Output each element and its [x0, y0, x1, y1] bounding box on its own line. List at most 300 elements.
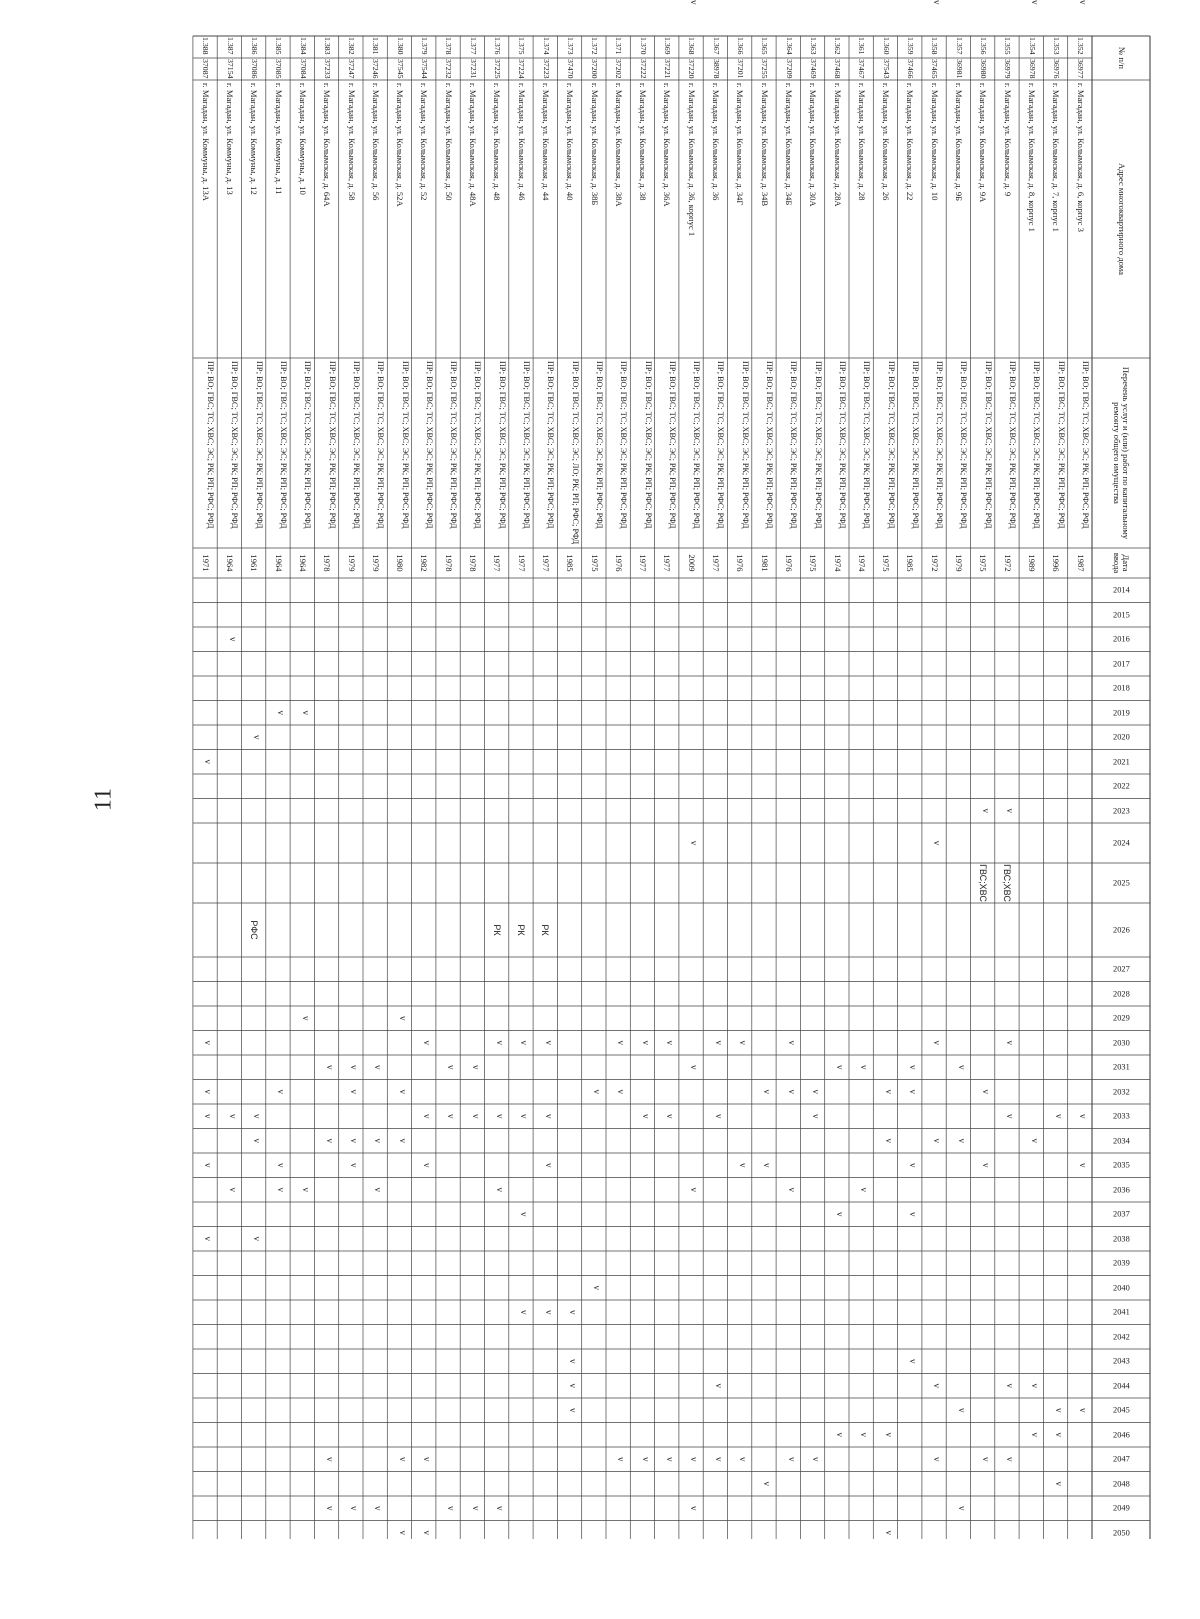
plan-mark: v: [713, 1114, 724, 1119]
row-address: г. Магадан, ул. Колымская, д. 34Б: [783, 83, 794, 206]
plan-mark: v: [422, 1163, 433, 1168]
plan-mark: v: [835, 1432, 846, 1437]
plan-mark: v: [786, 1187, 797, 1192]
header-year-2036: 2036: [1112, 1185, 1130, 1195]
header-year-2018: 2018: [1112, 683, 1130, 693]
header-address: Адрес многоквартирного дома: [1116, 163, 1127, 275]
row-number: 1.354: [1027, 37, 1037, 55]
plan-mark: v: [616, 1089, 627, 1094]
row-services: ПР; ВО; ГВС; ТС; ХВС; ЭС; РК; РП; РФС; РФД: [643, 361, 653, 529]
header-year-2024: 2024: [1112, 838, 1130, 848]
row-year-in: 1987: [1075, 554, 1086, 572]
row-year-in: 1982: [419, 554, 430, 572]
row-year-in: 1977: [711, 554, 722, 572]
row-services: ПР; ВО; ГВС; ТС; ХВС; ЭС; РК; РП; РФС; РФД: [1008, 361, 1018, 529]
plan-mark: v: [494, 1040, 505, 1045]
row-services: ПР; ВО; ГВС; ТС; ХВС; ЭС; РК; РП; РФС; РФД: [279, 361, 289, 529]
plan-mark: v: [1053, 1432, 1064, 1437]
plan-mark: v: [956, 1065, 967, 1070]
plan-mark: v: [227, 1187, 238, 1192]
row-services: ПР; ВО; ГВС; ТС; ХВС; ЭС; РК; РП; РФС; РФД: [838, 361, 847, 529]
row-services: ПР; ВО; ГВС; ТС; ХВС; ЭС; РК; РП; РФС; РФД: [352, 361, 361, 529]
row-number: 1.372: [590, 37, 600, 55]
row-services: ПР; ВО; ГВС; ТС; ХВС; ЭС; РК; РП; РФС; РФД: [206, 361, 216, 529]
header-year-2034: 2034: [1112, 1136, 1130, 1146]
row-services: ПР; ВО; ГВС; ТС; ХВС; ЭС; РК; РП; РФС; РФД: [1056, 361, 1066, 529]
row-year-in: 1980: [395, 554, 406, 572]
row-house-id: 37466: [906, 59, 916, 79]
row-address: г. Магадан, ул. Коммуны, д. 10: [297, 83, 308, 195]
row-address: г. Магадан, ул. Колымская, д. 6, корпус 3: [1075, 83, 1086, 232]
plan-mark: v: [640, 1114, 651, 1119]
plan-mark: v: [543, 1040, 554, 1045]
plan-mark: v: [640, 1040, 651, 1045]
plan-mark: v: [810, 1089, 821, 1094]
header-year-2040: 2040: [1112, 1283, 1130, 1293]
plan-mark: v: [689, 1187, 700, 1192]
row-address: г. Магадан, ул. Колымская, д. 28: [856, 83, 867, 201]
row-year-in: 1964: [225, 554, 236, 572]
plan-mark: v: [1029, 1383, 1040, 1388]
row-house-id: 37543: [881, 59, 891, 79]
row-year-in: 1976: [783, 554, 794, 572]
plan-mark: v: [519, 1212, 530, 1217]
plan-mark: v: [1005, 1383, 1016, 1388]
header-year-2030: 2030: [1112, 1038, 1130, 1048]
plan-mark: v: [859, 1432, 870, 1437]
row-house-id: 37233: [322, 59, 332, 79]
row-house-id: 36980: [978, 59, 988, 79]
row-year-in: 1961: [249, 554, 260, 572]
row-year-in: 1989: [1026, 554, 1037, 572]
header-year-2041: 2041: [1112, 1307, 1130, 1317]
plan-mark: v: [980, 1089, 991, 1094]
row-year-in: 1978: [468, 554, 479, 572]
plan-mark: v: [422, 1114, 433, 1119]
plan-mark: v: [494, 1114, 505, 1119]
plan-mark: v: [1078, 1408, 1089, 1413]
row-year-in: 1977: [638, 554, 649, 572]
row-house-id: 37223: [541, 59, 551, 79]
row-year-in: 1977: [516, 554, 527, 572]
plan-mark: v: [665, 1040, 676, 1045]
plan-mark: v: [397, 1530, 408, 1535]
row-year-in: 1985: [565, 554, 576, 572]
plan-mark: v: [276, 710, 287, 715]
row-number: 1.386: [249, 37, 259, 55]
row-house-id: 37202: [614, 59, 624, 79]
row-year-in: 1976: [613, 554, 624, 572]
row-services: ПР; ВО; ГВС; ТС; ХВС; ЭС; РК; РП; РФС; РФД: [716, 361, 726, 529]
plan-mark: v: [737, 1457, 748, 1462]
row-number: 1.382: [347, 37, 357, 55]
row-address: г. Магадан, ул. Колымская, д. 46: [516, 83, 527, 201]
plan-mark: v: [203, 1163, 214, 1168]
row-house-id: 36976: [1051, 59, 1061, 79]
header-year-2025: 2025: [1112, 878, 1130, 888]
plan-mark: v: [251, 1138, 262, 1143]
row-services: ПР; ВО; ГВС; ТС; ХВС; ЭС; РК; РП; РФС; РФД: [983, 361, 993, 529]
row-year-in: 1974: [832, 554, 843, 572]
row-house-id: 37470: [565, 59, 575, 79]
plan-mark: v: [932, 1383, 943, 1388]
plan-mark: v: [980, 1457, 991, 1462]
plan-mark: v: [1078, 0, 1089, 5]
plan-mark: v: [1029, 1138, 1040, 1143]
plan-mark: v: [519, 1040, 530, 1045]
row-year-in: 1985: [905, 554, 916, 572]
plan-mark: v: [956, 1506, 967, 1511]
row-year-in: 1974: [856, 554, 867, 572]
row-services: ПР; ВО; ГВС; ТС; ХВС; ЭС; РК; РП; РФС; РФД: [303, 361, 313, 529]
plan-mark: v: [543, 1114, 554, 1119]
row-house-id: 37224: [517, 59, 527, 79]
row-address: г. Магадан, ул. Коммуны, д. 12: [249, 83, 260, 195]
row-number: 1.358: [930, 37, 940, 55]
plan-mark: v: [689, 840, 700, 846]
row-number: 1.384: [298, 37, 308, 55]
plan-mark: v: [251, 1114, 262, 1119]
row-year-in: 1975: [808, 554, 819, 572]
row-address: г. Магадан, ул. Колымская, д. 7, корпус 1: [1051, 83, 1062, 232]
row-services: ПР; ВО; ГВС; ТС; ХВС; ЭС; РК; РП; РФС; РФД: [424, 361, 434, 529]
header-year-2028: 2028: [1112, 989, 1130, 999]
plan-mark: v: [349, 1089, 360, 1094]
header-year-2047: 2047: [1112, 1454, 1130, 1464]
row-number: 1.380: [395, 37, 405, 55]
row-services: ПР; ВО; ГВС; ТС; ХВС; ЭС; РК; РП; РФС; РФД: [449, 361, 459, 529]
plan-mark: v: [543, 1163, 554, 1168]
row-house-id: 37087: [201, 59, 211, 79]
row-year-in: 1975: [881, 554, 892, 572]
row-year-in: 1964: [273, 554, 284, 572]
plan-mark: v: [300, 1016, 311, 1021]
row-services: ПР; ВО; ГВС; ТС; ХВС; ЭС; РК; РП; РФС; РФД: [862, 361, 872, 529]
row-number: 1.365: [760, 37, 770, 55]
row-address: г. Магадан, ул. Колымская, д. 56: [370, 83, 381, 201]
row-house-id: 37222: [638, 59, 648, 79]
plan-mark: v: [1029, 1432, 1040, 1437]
plan-mark: v: [203, 1040, 214, 1045]
row-number: 1.370: [638, 37, 648, 55]
row-year-in: 1977: [662, 554, 673, 572]
row-number: 1.374: [541, 37, 551, 55]
row-house-id: 37084: [298, 59, 308, 79]
row-house-id: 37220: [687, 59, 697, 79]
row-house-id: 37231: [468, 59, 478, 79]
row-address: г. Магадан, ул. Колымская, д. 22: [905, 83, 916, 201]
plan-mark: v: [276, 1187, 287, 1192]
row-services: ПР; ВО; ГВС; ТС; ХВС; ЭС; РК; РП; РФС; РФД: [522, 361, 532, 529]
header-year-2032: 2032: [1112, 1087, 1130, 1097]
row-number: 1.361: [857, 37, 867, 55]
header-year-2037: 2037: [1112, 1209, 1130, 1219]
plan-mark: v: [859, 1065, 870, 1070]
plan-mark: v: [567, 1408, 578, 1413]
plan-note: РК: [491, 924, 502, 936]
plan-mark: v: [422, 1457, 433, 1462]
row-services: ПР; ВО; ГВС; ТС; ХВС; ЭС; РК; РП; РФС; РФД: [1032, 361, 1042, 529]
row-house-id: 37544: [420, 59, 430, 79]
plan-mark: v: [932, 0, 943, 5]
row-house-id: 37467: [857, 59, 867, 79]
header-num: № п/п: [1116, 47, 1127, 69]
plan-note: ГВС;ХВС: [1001, 864, 1012, 902]
header-year-2031: 2031: [1112, 1062, 1130, 1072]
row-number: 1.367: [711, 37, 721, 55]
plan-mark: v: [908, 1212, 919, 1217]
row-number: 1.363: [808, 37, 818, 55]
row-address: г. Магадан, ул. Колымская, д. 9А: [978, 83, 989, 203]
row-house-id: 38978: [711, 59, 721, 79]
plan-mark: v: [422, 1530, 433, 1535]
row-year-in: 2009: [686, 554, 697, 572]
row-address: г. Магадан, ул. Колымская, д. 38А: [613, 83, 624, 207]
row-house-id: 37154: [225, 59, 235, 79]
row-number: 1.387: [225, 37, 235, 55]
plan-mark: v: [1053, 1408, 1064, 1413]
row-year-in: 1979: [954, 554, 965, 572]
header-year-2016: 2016: [1112, 634, 1130, 644]
plan-mark: v: [349, 1163, 360, 1168]
row-year-in: 1978: [322, 554, 333, 572]
plan-mark: v: [956, 1408, 967, 1413]
plan-mark: v: [276, 1163, 287, 1168]
row-services: ПР; ВО; ГВС; ТС; ХВС; ЭС; РК; РП; РФС; РФД: [497, 361, 507, 529]
row-house-id: 37247: [347, 59, 357, 79]
row-services: ПР; ВО; ГВС; ТС; ХВС; ЭС; РК; РП; РФС; РФД: [230, 361, 240, 529]
row-number: 1.377: [468, 37, 478, 55]
plan-mark: v: [397, 1138, 408, 1143]
plan-mark: v: [397, 1089, 408, 1094]
row-address: г. Магадан, ул. Колымская, д. 52А: [395, 83, 406, 207]
header-year-2049: 2049: [1112, 1503, 1130, 1513]
plan-mark: v: [980, 1163, 991, 1168]
plan-mark: v: [373, 1065, 384, 1070]
plan-mark: v: [397, 1016, 408, 1021]
plan-mark: v: [349, 1138, 360, 1143]
row-number: 1.376: [492, 37, 502, 55]
plan-mark: v: [737, 1163, 748, 1168]
plan-mark: v: [446, 1506, 457, 1511]
row-year-in: 1975: [589, 554, 600, 572]
plan-mark: v: [1029, 0, 1040, 5]
row-address: г. Магадан, ул. Колымская, д. 10: [929, 83, 940, 201]
row-address: г. Магадан, ул. Колымская, д. 28А: [832, 83, 843, 207]
row-year-in: 1976: [735, 554, 746, 572]
row-services: ПР; ВО; ГВС; ТС; ХВС; ЭС; РК; РП; РФС; РФД: [473, 361, 483, 529]
plan-mark: v: [324, 1138, 335, 1143]
row-house-id: 36979: [1003, 59, 1013, 79]
plan-mark: v: [908, 1089, 919, 1094]
plan-mark: v: [470, 1114, 481, 1119]
row-services: ПР; ВО; ГВС; ТС; ХВС; ЭС; РК; РП; РФС; РФД: [740, 361, 750, 529]
row-number: 1.385: [274, 37, 284, 55]
header-year-2019: 2019: [1112, 708, 1130, 718]
row-address: г. Магадан, ул. Колымская, д. 34Г: [735, 83, 746, 206]
plan-mark: v: [616, 1040, 627, 1045]
plan-mark: v: [543, 1310, 554, 1315]
plan-mark: v: [883, 1138, 894, 1143]
plan-mark: v: [713, 1383, 724, 1388]
plan-note: РК: [540, 924, 551, 936]
row-year-in: 1972: [1002, 554, 1013, 572]
plan-mark: v: [422, 1040, 433, 1045]
plan-mark: v: [1005, 808, 1016, 813]
row-services: ПР; ВО; ГВС; ТС; ХВС; ЭС; РК; РП; РФС; РФД: [327, 361, 337, 529]
row-year-in: 1981: [759, 554, 770, 572]
plan-mark: v: [324, 1506, 335, 1511]
capital-repair-table: [166, 0, 1180, 1539]
row-house-id: 36977: [1076, 59, 1086, 79]
row-house-id: 36981: [954, 59, 964, 79]
row-address: г. Магадан, ул. Колымская, д. 48А: [468, 83, 479, 207]
header-year-2017: 2017: [1112, 659, 1130, 669]
row-number: 1.366: [735, 37, 745, 55]
row-address: г. Магадан, ул. Коммуны, д. 11: [273, 83, 284, 195]
plan-mark: v: [640, 1457, 651, 1462]
plan-mark: v: [1005, 1114, 1016, 1119]
row-services: ПР; ВО; ГВС; ТС; ХВС; ЭС; РК; РП; РФС; РФД: [254, 361, 264, 529]
plan-mark: v: [276, 1089, 287, 1094]
plan-mark: v: [762, 1163, 773, 1168]
plan-mark: v: [470, 1065, 481, 1070]
plan-mark: v: [519, 1114, 530, 1119]
plan-mark: v: [592, 1089, 603, 1094]
header-year-2044: 2044: [1112, 1381, 1130, 1391]
plan-note: РК: [515, 924, 526, 936]
plan-mark: v: [932, 1457, 943, 1462]
plan-mark: v: [786, 1040, 797, 1045]
row-number: 1.359: [906, 37, 916, 55]
plan-mark: v: [251, 735, 262, 740]
row-house-id: 37232: [444, 59, 454, 79]
row-services: ПР; ВО; ГВС; ТС; ХВС; ЭС; РК; РП; РФС; РФД: [789, 361, 799, 529]
row-address: г. Магадан, ул. Колымская, д. 64А: [322, 83, 333, 207]
row-house-id: 37468: [833, 59, 843, 79]
row-address: г. Магадан, ул. Колымская, д. 50: [443, 83, 454, 201]
plan-mark: v: [373, 1187, 384, 1192]
row-address: г. Магадан, ул. Колымская, д. 36А: [662, 83, 673, 207]
plan-mark: v: [203, 1236, 214, 1241]
plan-mark: v: [883, 1432, 894, 1437]
row-house-id: 37085: [274, 59, 284, 79]
header-year-2045: 2045: [1112, 1405, 1130, 1415]
plan-mark: v: [592, 1285, 603, 1290]
row-services: ПР; ВО; ГВС; ТС; ХВС; ЭС; РК; РП; РФС; РФД: [910, 361, 920, 529]
plan-mark: v: [446, 1065, 457, 1070]
plan-mark: v: [567, 1383, 578, 1388]
row-number: 1.353: [1051, 37, 1061, 55]
row-year-in: 1964: [297, 554, 308, 572]
plan-mark: v: [446, 1114, 457, 1119]
plan-mark: v: [494, 1187, 505, 1192]
header-year-2022: 2022: [1112, 781, 1130, 791]
plan-mark: v: [859, 1187, 870, 1192]
row-address: г. Магадан, ул. Колымская, д. 52: [419, 83, 430, 201]
row-year-in: 1979: [370, 554, 381, 572]
row-house-id: 37225: [492, 59, 502, 79]
plan-mark: v: [203, 1114, 214, 1119]
plan-mark: v: [494, 1506, 505, 1511]
plan-mark: v: [835, 1212, 846, 1217]
plan-mark: v: [956, 1138, 967, 1143]
row-services: ПР; ВО; ГВС; ТС; ХВС; ЭС; РК; РП; РФС; РФД: [935, 361, 945, 529]
header-year-2048: 2048: [1112, 1479, 1130, 1489]
row-services: ПР; ВО; ГВС; ТС; ХВС; ЭС; РК; РП; РФС; РФД: [813, 361, 823, 529]
row-number: 1.379: [420, 37, 430, 55]
plan-mark: v: [616, 1457, 627, 1462]
row-number: 1.371: [614, 37, 624, 55]
row-house-id: 37465: [930, 59, 940, 79]
plan-mark: v: [932, 1138, 943, 1143]
plan-mark: v: [883, 1530, 894, 1535]
plan-mark: v: [689, 1506, 700, 1511]
row-number: 1.369: [663, 37, 673, 55]
plan-mark: v: [300, 710, 311, 715]
row-address: г. Магадан, ул. Колымская, д. 8, корпус 1: [1026, 83, 1037, 232]
plan-mark: v: [349, 1065, 360, 1070]
header-year-2027: 2027: [1112, 964, 1130, 974]
row-services: ПР; ВО; ГВС; ТС; ХВС; ЭС; РК; РП; РФС; РФД: [765, 361, 775, 529]
row-services: ПР; ВО; ГВС; ТС; ХВС; ЭС; РК; РП; РФС; РФД: [667, 361, 677, 529]
row-address: г. Магадан, ул. Коммуны, д. 13: [225, 83, 236, 195]
row-year-in: 1971: [200, 554, 211, 572]
row-services: ПР; ВО; ГВС; ТС; ХВС; ЭС; РК; РП; РФС; РФД: [400, 361, 410, 529]
row-number: 1.368: [687, 37, 697, 55]
header-year-2043: 2043: [1112, 1356, 1130, 1366]
plan-note: ГВС;ХВС: [977, 864, 988, 902]
row-number: 1.356: [978, 37, 988, 55]
row-number: 1.388: [201, 37, 211, 55]
row-number: 1.364: [784, 37, 794, 55]
row-services: ПР; ВО; ГВС; ТС; ХВС; ЭС; РК; РП; РФС; РФД: [959, 361, 969, 529]
plan-mark: v: [762, 1089, 773, 1094]
plan-mark: v: [567, 1359, 578, 1364]
row-number: 1.362: [833, 37, 843, 55]
plan-mark: v: [810, 1114, 821, 1119]
row-house-id: 37255: [760, 59, 770, 79]
plan-mark: v: [665, 1114, 676, 1119]
plan-mark: v: [227, 1114, 238, 1119]
row-house-id: 37209: [784, 59, 794, 79]
header-year-2046: 2046: [1112, 1430, 1130, 1440]
row-address: г. Магадан, ул. Колымская, д. 34В: [759, 83, 770, 207]
row-address: г. Магадан, ул. Колымская, д. 26: [881, 83, 892, 201]
plan-mark: v: [397, 1457, 408, 1462]
plan-mark: v: [519, 1310, 530, 1315]
plan-mark: v: [689, 1457, 700, 1462]
row-number: 1.373: [565, 37, 575, 55]
row-services: ПР; ВО; ГВС; ТС; ХВС; ЭС; ЛО; РК; РП; РФС; РФД: [570, 361, 580, 545]
plan-mark: v: [883, 1089, 894, 1094]
row-house-id: 37545: [395, 59, 405, 79]
row-services: ПР; ВО; ГВС; ТС; ХВС; ЭС; РК; РП; РФС; РФД: [886, 361, 896, 529]
row-address: г. Магадан, ул. Коммуны, д. 13А: [200, 83, 211, 201]
plan-mark: v: [1053, 1481, 1064, 1486]
row-address: г. Магадан, ул. Колымская, д. 9: [1002, 83, 1013, 197]
plan-mark: v: [908, 1359, 919, 1364]
plan-mark: v: [689, 0, 700, 5]
row-services: ПР; ВО; ГВС; ТС; ХВС; ЭС; РК; РП; РФС; РФД: [619, 361, 629, 529]
plan-mark: v: [810, 1457, 821, 1462]
plan-mark: v: [908, 1163, 919, 1168]
header-year-2050: 2050: [1112, 1528, 1130, 1538]
row-house-id: 36978: [1027, 59, 1037, 79]
plan-mark: v: [567, 1310, 578, 1315]
header-year-2026: 2026: [1112, 925, 1130, 935]
row-year-in: 1996: [1051, 554, 1062, 572]
